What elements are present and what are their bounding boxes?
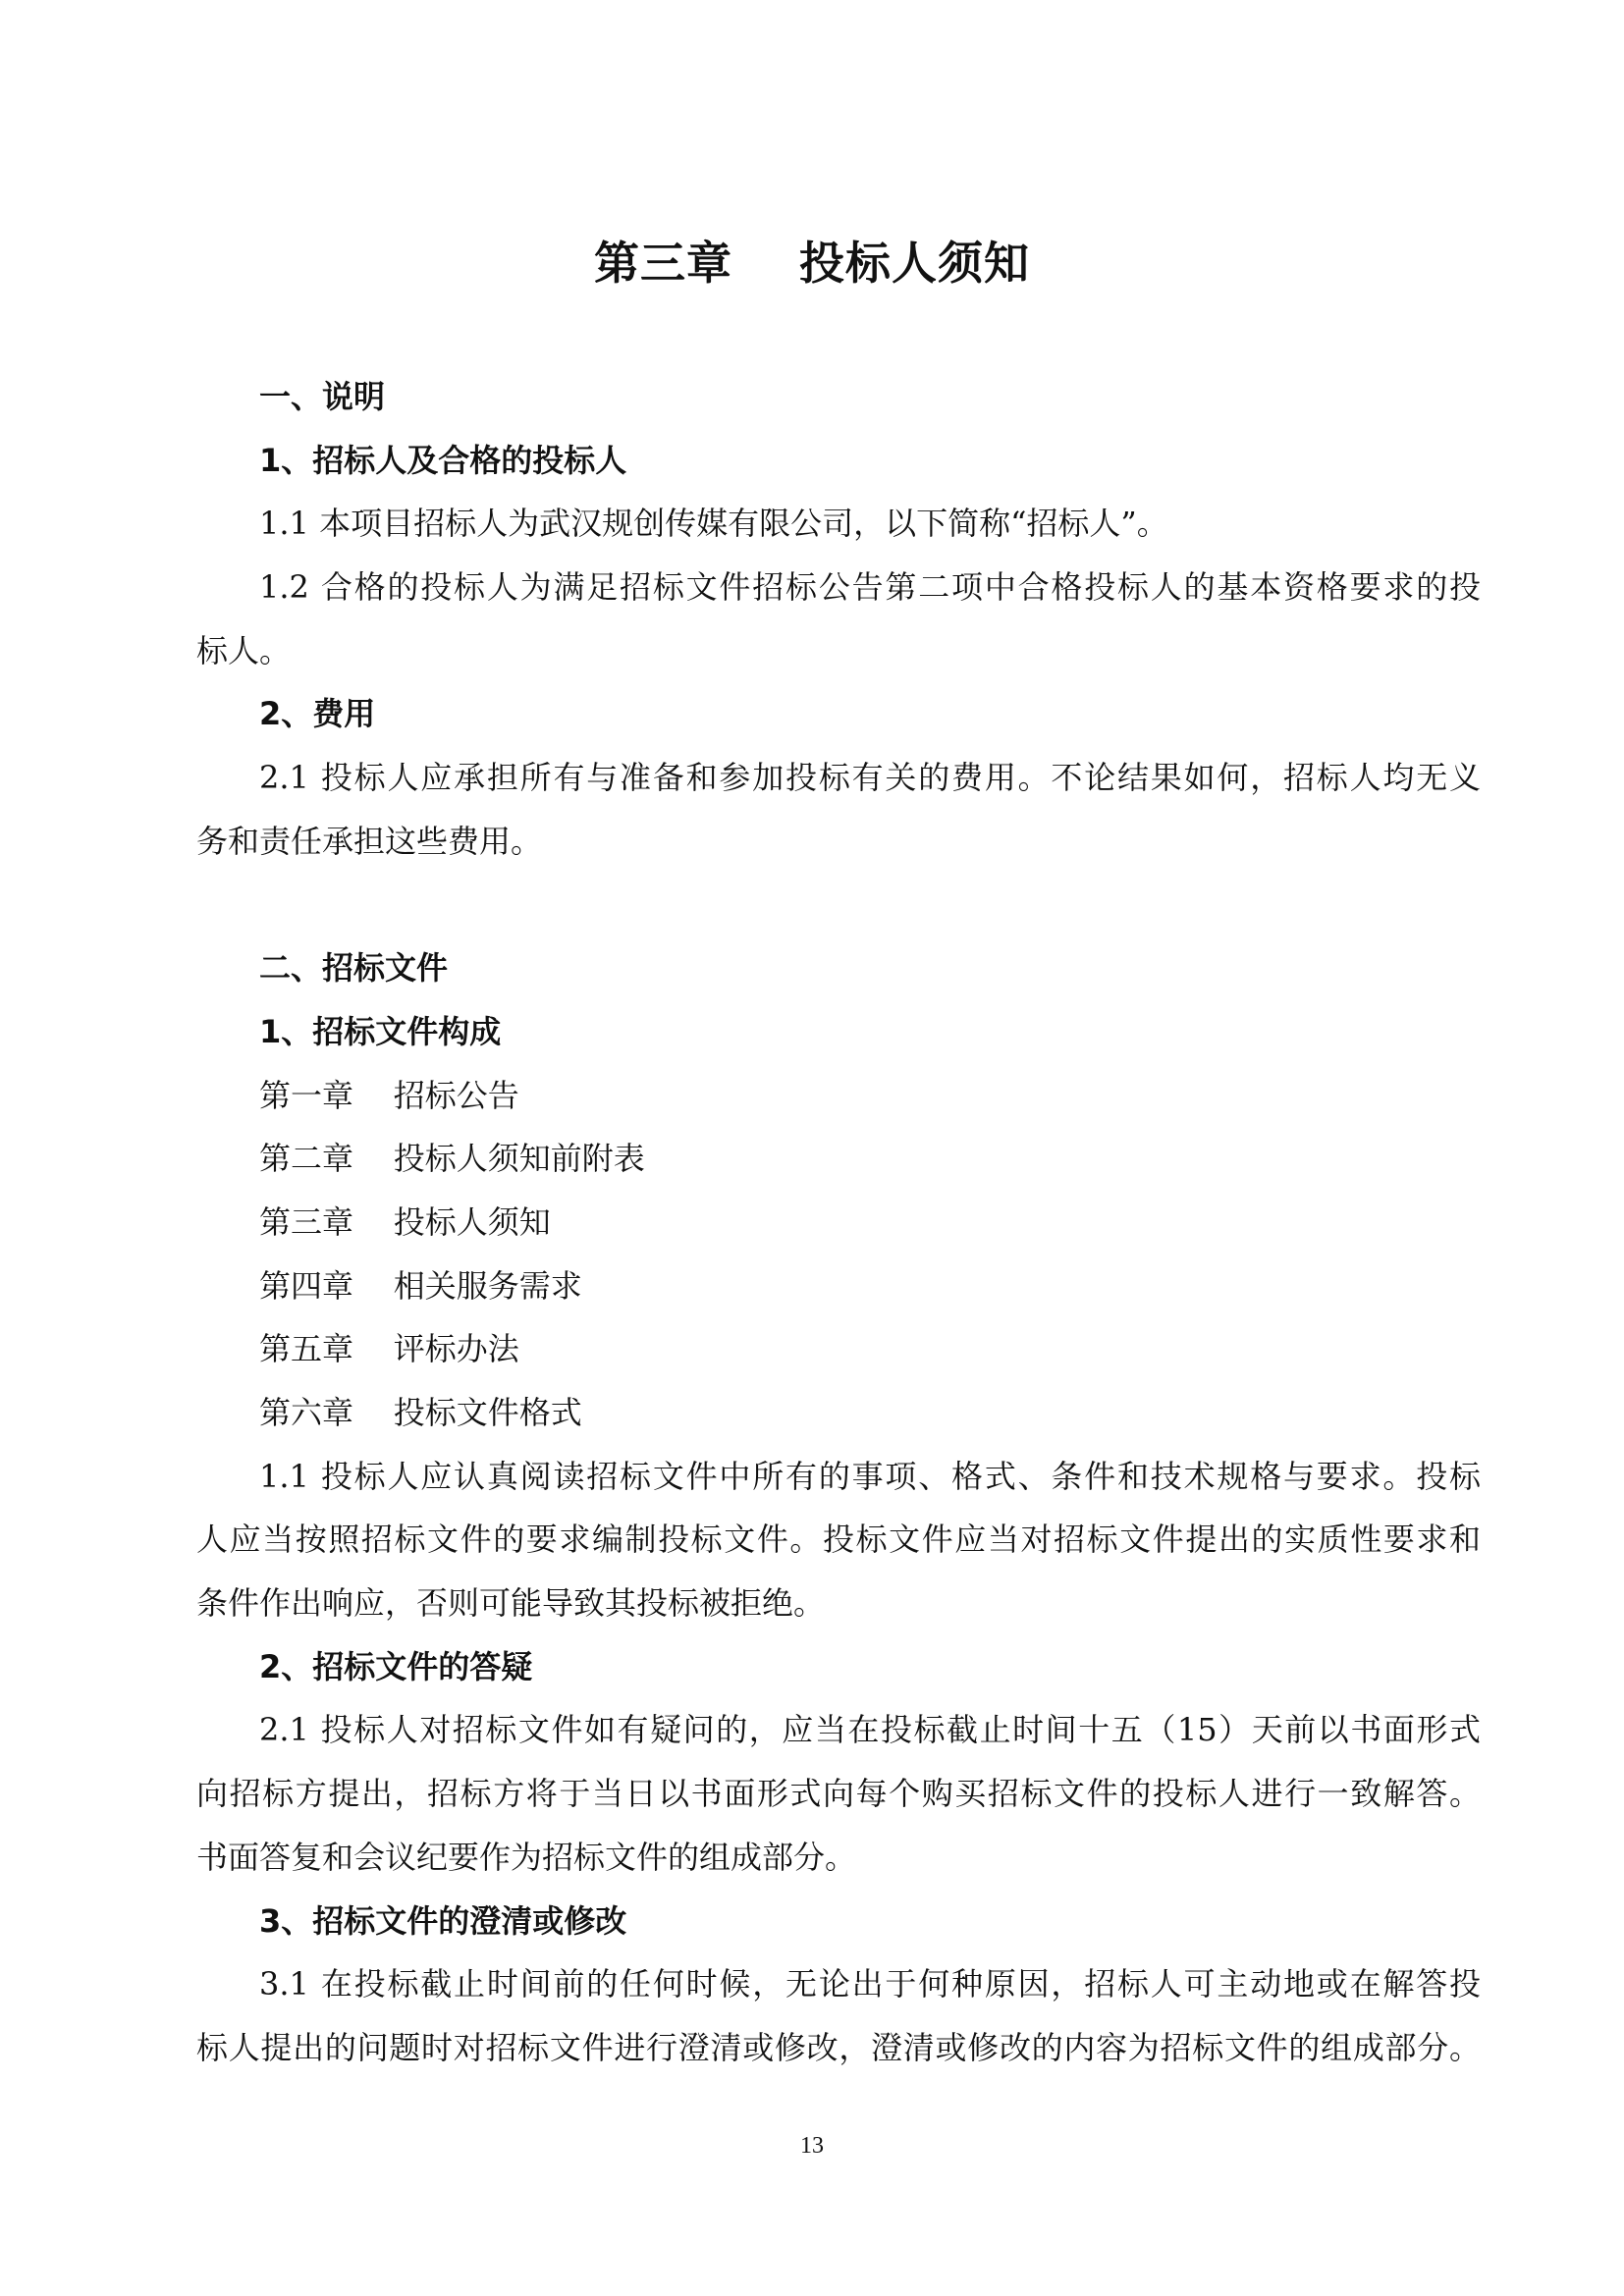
toc-item: 第二章 投标人须知前附表 <box>259 1140 645 1178</box>
chapter-title: 第三章 投标人须知 <box>593 237 1031 290</box>
section-heading-explanation: 一、说明 <box>259 378 386 415</box>
spacer <box>196 874 1481 937</box>
subheading-costs: 2、费用 <box>259 695 376 733</box>
toc-item: 第三章 投标人须知 <box>259 1202 551 1241</box>
toc-item: 第五章 评标办法 <box>259 1330 519 1368</box>
document-body <box>196 365 1481 2080</box>
paragraph-modification-line1: 3.1 在投标截止时间前的任何时候，无论出于何种原因，招标人可主动地或在解答投 <box>259 1965 1481 2003</box>
paragraph-composition-line3: 条件作出响应，否则可能导致其投标被拒绝。 <box>196 1584 826 1623</box>
toc-item: 第一章 招标公告 <box>259 1076 519 1114</box>
paragraph-qa-line1: 2.1 投标人对招标文件如有疑问的，应当在投标截止时间十五（15）天前以书面形式 <box>259 1711 1481 1749</box>
paragraph-1-2-line1: 1.2 合格的投标人为满足招标文件招标公告第二项中合格投标人的基本资格要求的投 <box>259 568 1481 607</box>
paragraph-1-2-line2: 标人。 <box>196 631 292 669</box>
subheading-clarification-modification: 3、招标文件的澄清或修改 <box>259 1901 627 1940</box>
subheading-document-composition: 1、招标文件构成 <box>259 1012 502 1050</box>
toc-item: 第六章 投标文件格式 <box>259 1394 582 1431</box>
toc-item: 第四章 相关服务需求 <box>259 1266 582 1305</box>
subheading-clarification-qa: 2、招标文件的答疑 <box>259 1647 533 1685</box>
page-number: 13 <box>800 2133 824 2159</box>
paragraph-2-1-line2: 务和责任承担这些费用。 <box>196 822 543 860</box>
paragraph-1-1: 1.1 本项目招标人为武汉规创传媒有限公司，以下简称“招标人”。 <box>259 505 1168 543</box>
paragraph-2-1-line1: 2.1 投标人应承担所有与准备和参加投标有关的费用。不论结果如何，招标人均无义 <box>259 759 1481 797</box>
paragraph-composition-line2: 人应当按照招标文件的要求编制投标文件。投标文件应当对招标文件提出的实质性要求和 <box>196 1521 1481 1559</box>
paragraph-qa-line3: 书面答复和会议纪要作为招标文件的组成部分。 <box>196 1838 857 1876</box>
paragraph-qa-line2: 向招标方提出，招标方将于当日以书面形式向每个购买招标文件的投标人进行一致解答。 <box>196 1775 1481 1813</box>
paragraph-composition-line1: 1.1 投标人应认真阅读招标文件中所有的事项、格式、条件和技术规格与要求。投标 <box>259 1457 1481 1495</box>
subheading-tenderer-and-bidder: 1、招标人及合格的投标人 <box>259 441 627 479</box>
paragraph-modification-line2: 标人提出的问题时对招标文件进行澄清或修改，澄清或修改的内容为招标文件的组成部分。 <box>196 2028 1481 2066</box>
section-heading-tender-documents: 二、招标文件 <box>259 949 449 988</box>
